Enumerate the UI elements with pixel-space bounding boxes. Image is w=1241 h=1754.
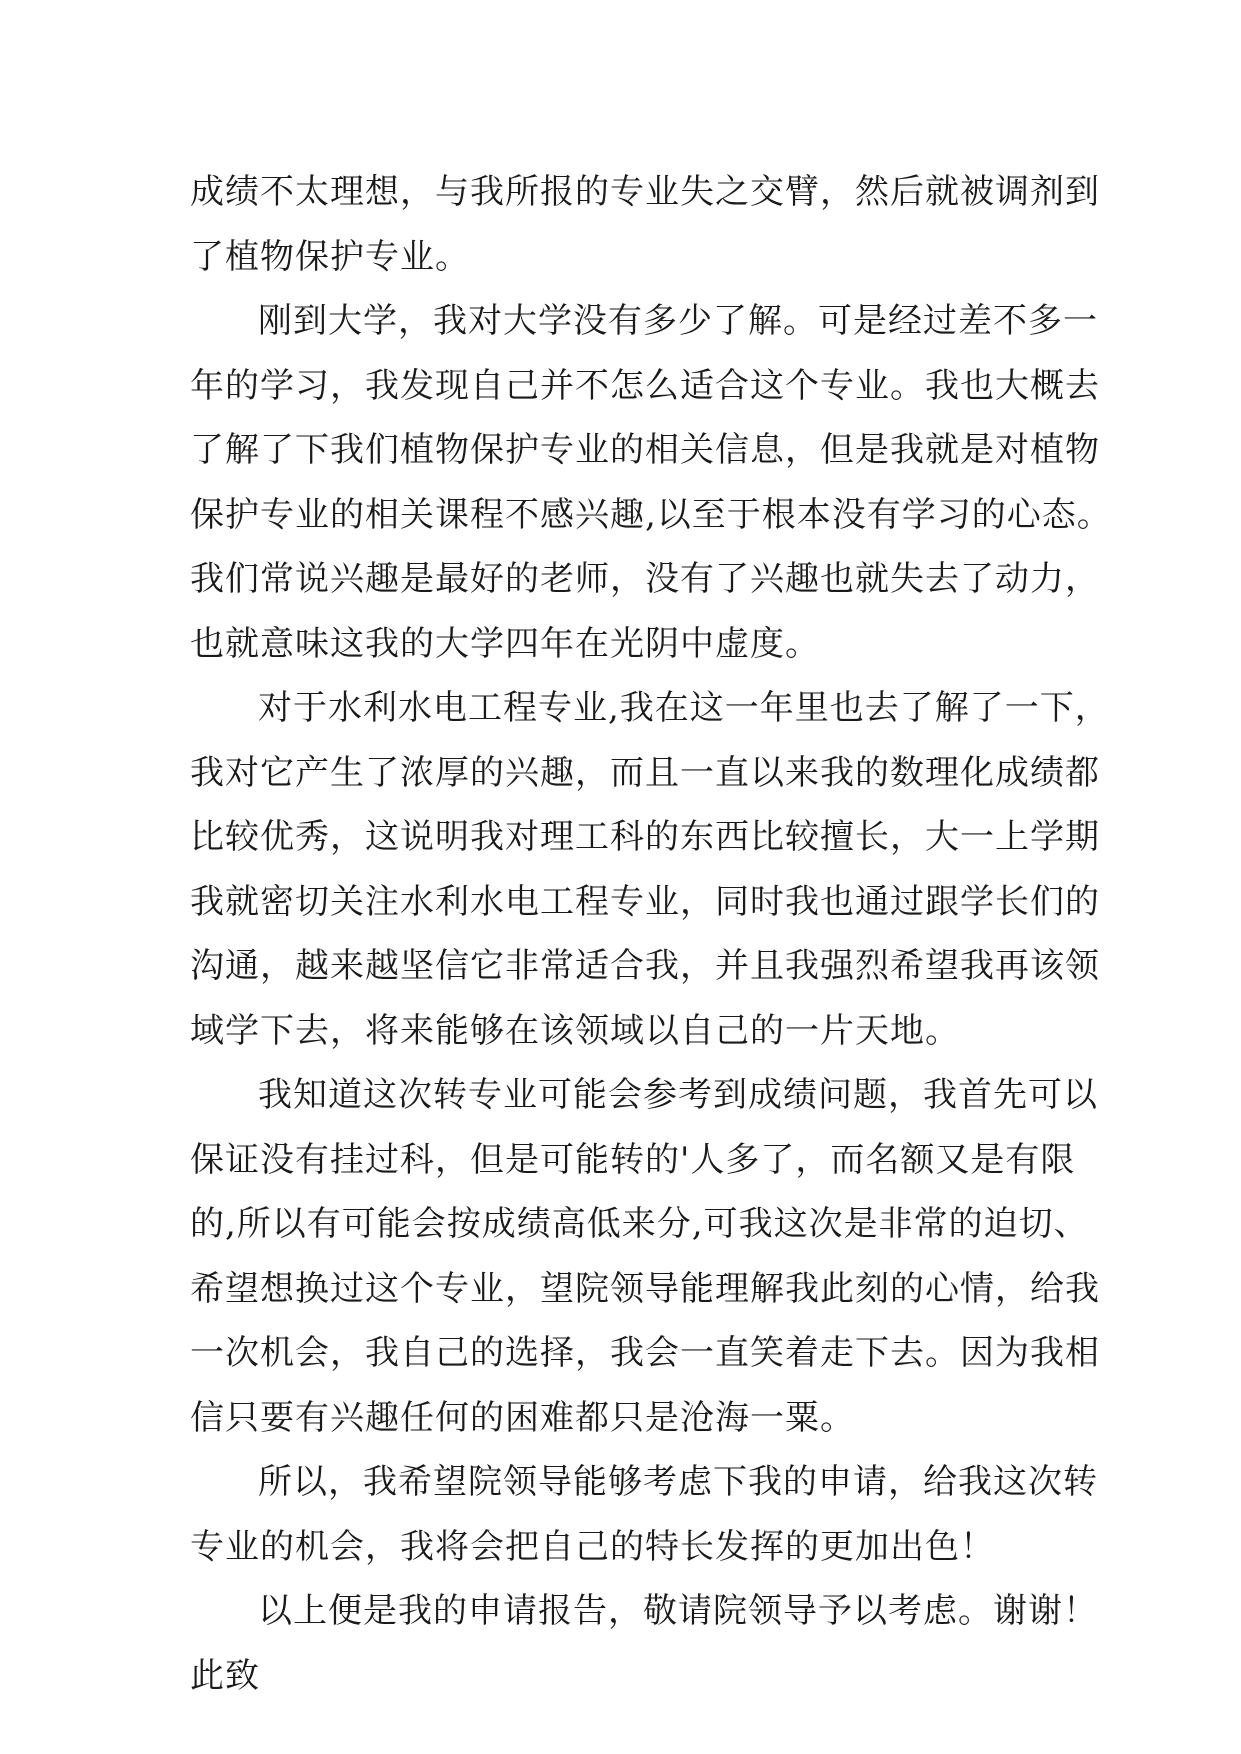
text-line: 以上便是我的申请报告，敬请院领导予以考虑。谢谢！ bbox=[258, 1591, 1098, 1631]
text-line: 比较优秀，这说明我对理工科的东西比较擅长，大一上学期 bbox=[190, 817, 1100, 857]
text-line: 希望想换过这个专业，望院领导能理解我此刻的心情，给我 bbox=[190, 1268, 1100, 1309]
document-body bbox=[190, 160, 1112, 1708]
text-line: 沟通，越来越坚信它非常适合我，并且我强烈希望我再该领 bbox=[190, 946, 1100, 986]
text-line: 了植物保护专业。 bbox=[190, 236, 470, 277]
text-line: 信只要有兴趣任何的困难都只是沧海一粟。 bbox=[190, 1397, 855, 1438]
text-line: 刚到大学，我对大学没有多少了解。可是经过差不多一 bbox=[258, 301, 1098, 341]
text-line: 对于水利水电工程专业,我在这一年里也去了解了一下， bbox=[258, 688, 1110, 728]
text-line: 我们常说兴趣是最好的老师，没有了兴趣也就失去了动力， bbox=[190, 559, 1100, 599]
text-line: 保证没有挂过科，但是可能转的'人多了，而名额又是有限 bbox=[190, 1139, 1076, 1180]
text-line: 的,所以有可能会按成绩高低来分,可我这次是非常的迫切、 bbox=[190, 1204, 1089, 1244]
text-line: 专业的机会，我将会把自己的特长发挥的更加出色！ bbox=[190, 1526, 995, 1567]
text-line: 此致 bbox=[190, 1655, 260, 1696]
text-line: 也就意味这我的大学四年在光阴中虚度。 bbox=[190, 623, 820, 664]
text-line: 了解了下我们植物保护专业的相关信息，但是我就是对植物 bbox=[190, 430, 1100, 470]
text-line: 一次机会，我自己的选择，我会一直笑着走下去。因为我相 bbox=[190, 1333, 1100, 1373]
text-line: 保护专业的相关课程不感兴趣,以至于根本没有学习的心态。 bbox=[190, 494, 1112, 535]
text-line: 域学下去，将来能够在该领域以自己的一片天地。 bbox=[190, 1010, 960, 1051]
text-line: 我对它产生了浓厚的兴趣，而且一直以来我的数理化成绩都 bbox=[190, 752, 1100, 793]
text-line: 成绩不太理想，与我所报的专业失之交臂，然后就被调剂到 bbox=[190, 172, 1100, 212]
text-line: 我知道这次转专业可能会参考到成绩问题，我首先可以 bbox=[258, 1075, 1098, 1115]
text-line: 年的学习，我发现自己并不怎么适合这个专业。我也大概去 bbox=[190, 365, 1100, 406]
text-line: 我就密切关注水利水电工程专业，同时我也通过跟学长们的 bbox=[190, 881, 1100, 922]
text-line: 所以，我希望院领导能够考虑下我的申请，给我这次转 bbox=[258, 1462, 1098, 1502]
